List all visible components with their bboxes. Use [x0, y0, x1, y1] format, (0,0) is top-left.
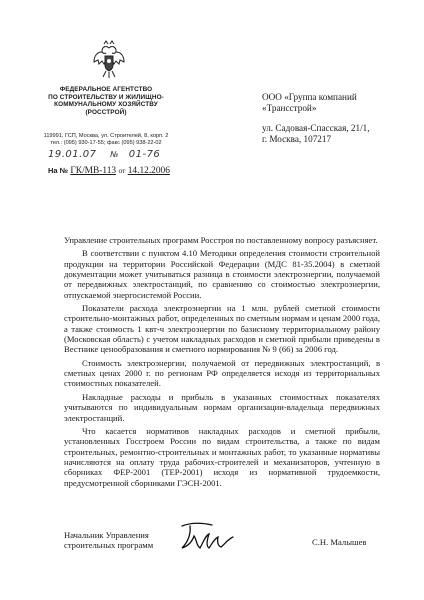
body-paragraph: Показатели расхода электроэнергии на 1 млн. рублей сметной стоимости строительно-монтажных работ, определенных по сметным нормам и ценам 2000 года, а также стоимость 1 квт-ч электроэнергии по базисному территориальному району (Московская область) с учетом накладных расходов и сметной прибыли приведены в Вестнике ценообразования и сметного нормирования № 9 (66) за 2006 год.	[64, 303, 380, 355]
recipient-line: «Трансстрой»	[262, 103, 317, 114]
outgoing-date: 19.01.07	[48, 149, 97, 160]
body-paragraph: Управление строительных программ Росстроя по поставленному вопросу разъясняет.	[64, 235, 378, 245]
handwritten-signature	[176, 520, 262, 552]
recipient-block	[262, 92, 370, 146]
agency-line: ПО СТРОИТЕЛЬСТВУ И ЖИЛИЩНО-	[48, 93, 164, 101]
agency-name	[40, 86, 172, 116]
signer-name: С.Н. Малышев	[312, 537, 367, 547]
agency-address	[40, 133, 172, 147]
letter-body	[64, 235, 380, 491]
recipient-address-line: г. Москва, 107217	[262, 134, 332, 145]
recipient-address-line: ул. Садовая-Спасская, 21/1,	[262, 122, 370, 133]
agency-line: ФЕДЕРАЛЬНОЕ АГЕНТСТВО	[59, 86, 153, 93]
signer-title-line: строительных программ	[64, 540, 154, 551]
reference-date: 14.12.2006	[127, 166, 170, 176]
reference-label: На №	[48, 166, 69, 175]
body-paragraph: Что касается нормативов накладных расходов и сметной прибыли, установленных Госстроем России по видам строительства, а также по видам строительных, ремонтно-строительных и монтажных работ, то указанные нормативы начисляются на оплату труда рабочих-строителей и механизаторов, учтенную в сборниках ФЕР-2001 (ТЕР-2001) исходя из нормативной трудоемкости, предусмотренной сборниками ГЭСН-2001.	[64, 425, 380, 488]
agency-line: КОММУНАЛЬНОМУ ХОЗЯЙСТВУ	[54, 101, 158, 109]
agency-line: (РОССТРОЙ)	[85, 108, 127, 116]
number-sign: №	[110, 150, 120, 159]
recipient-line: ООО «Группа компаний	[262, 92, 357, 102]
outgoing-date-handwritten	[48, 149, 160, 160]
agency-address-line: 119991, ГСП, Москва, ул. Строителей, 8, корп. 2	[43, 133, 169, 139]
reference-number-value: ГК/МВ-113	[70, 166, 117, 176]
reference-number	[48, 166, 170, 176]
body-paragraph: Стоимость электроэнергии, получаемой от передвижных электростанций, в сметных ценах 2000 г. по регионам РФ определяется исходя из территориальных стоимостных показателей.	[64, 357, 380, 389]
body-paragraph: Накладные расходы и прибыль в указанных стоимостных показателях учитываются по индивидуальным нормам организации-владельца передвижных электростанций.	[64, 391, 380, 423]
body-paragraph: В соответствии с пунктом 4.10 Методики определения стоимости строительной продукции на территории Российской Федерации (МДС 81-35.2004) в сметной документации может учитываться разница в стоимости электроэнергии, получаемой от передвижных электростанций, по сравнению со стоимостью электроэнергии, отпускаемой энергосистемой России.	[64, 248, 380, 300]
reference-from: от	[118, 166, 126, 175]
agency-address-line: тел.: (095) 930-17-55; факс (095) 938-22-02	[50, 140, 162, 146]
signer-title	[64, 530, 153, 551]
outgoing-number: 01-76	[128, 149, 161, 160]
signer-title-line: Начальник Управления	[64, 530, 149, 540]
coat-of-arms-icon	[92, 40, 126, 80]
